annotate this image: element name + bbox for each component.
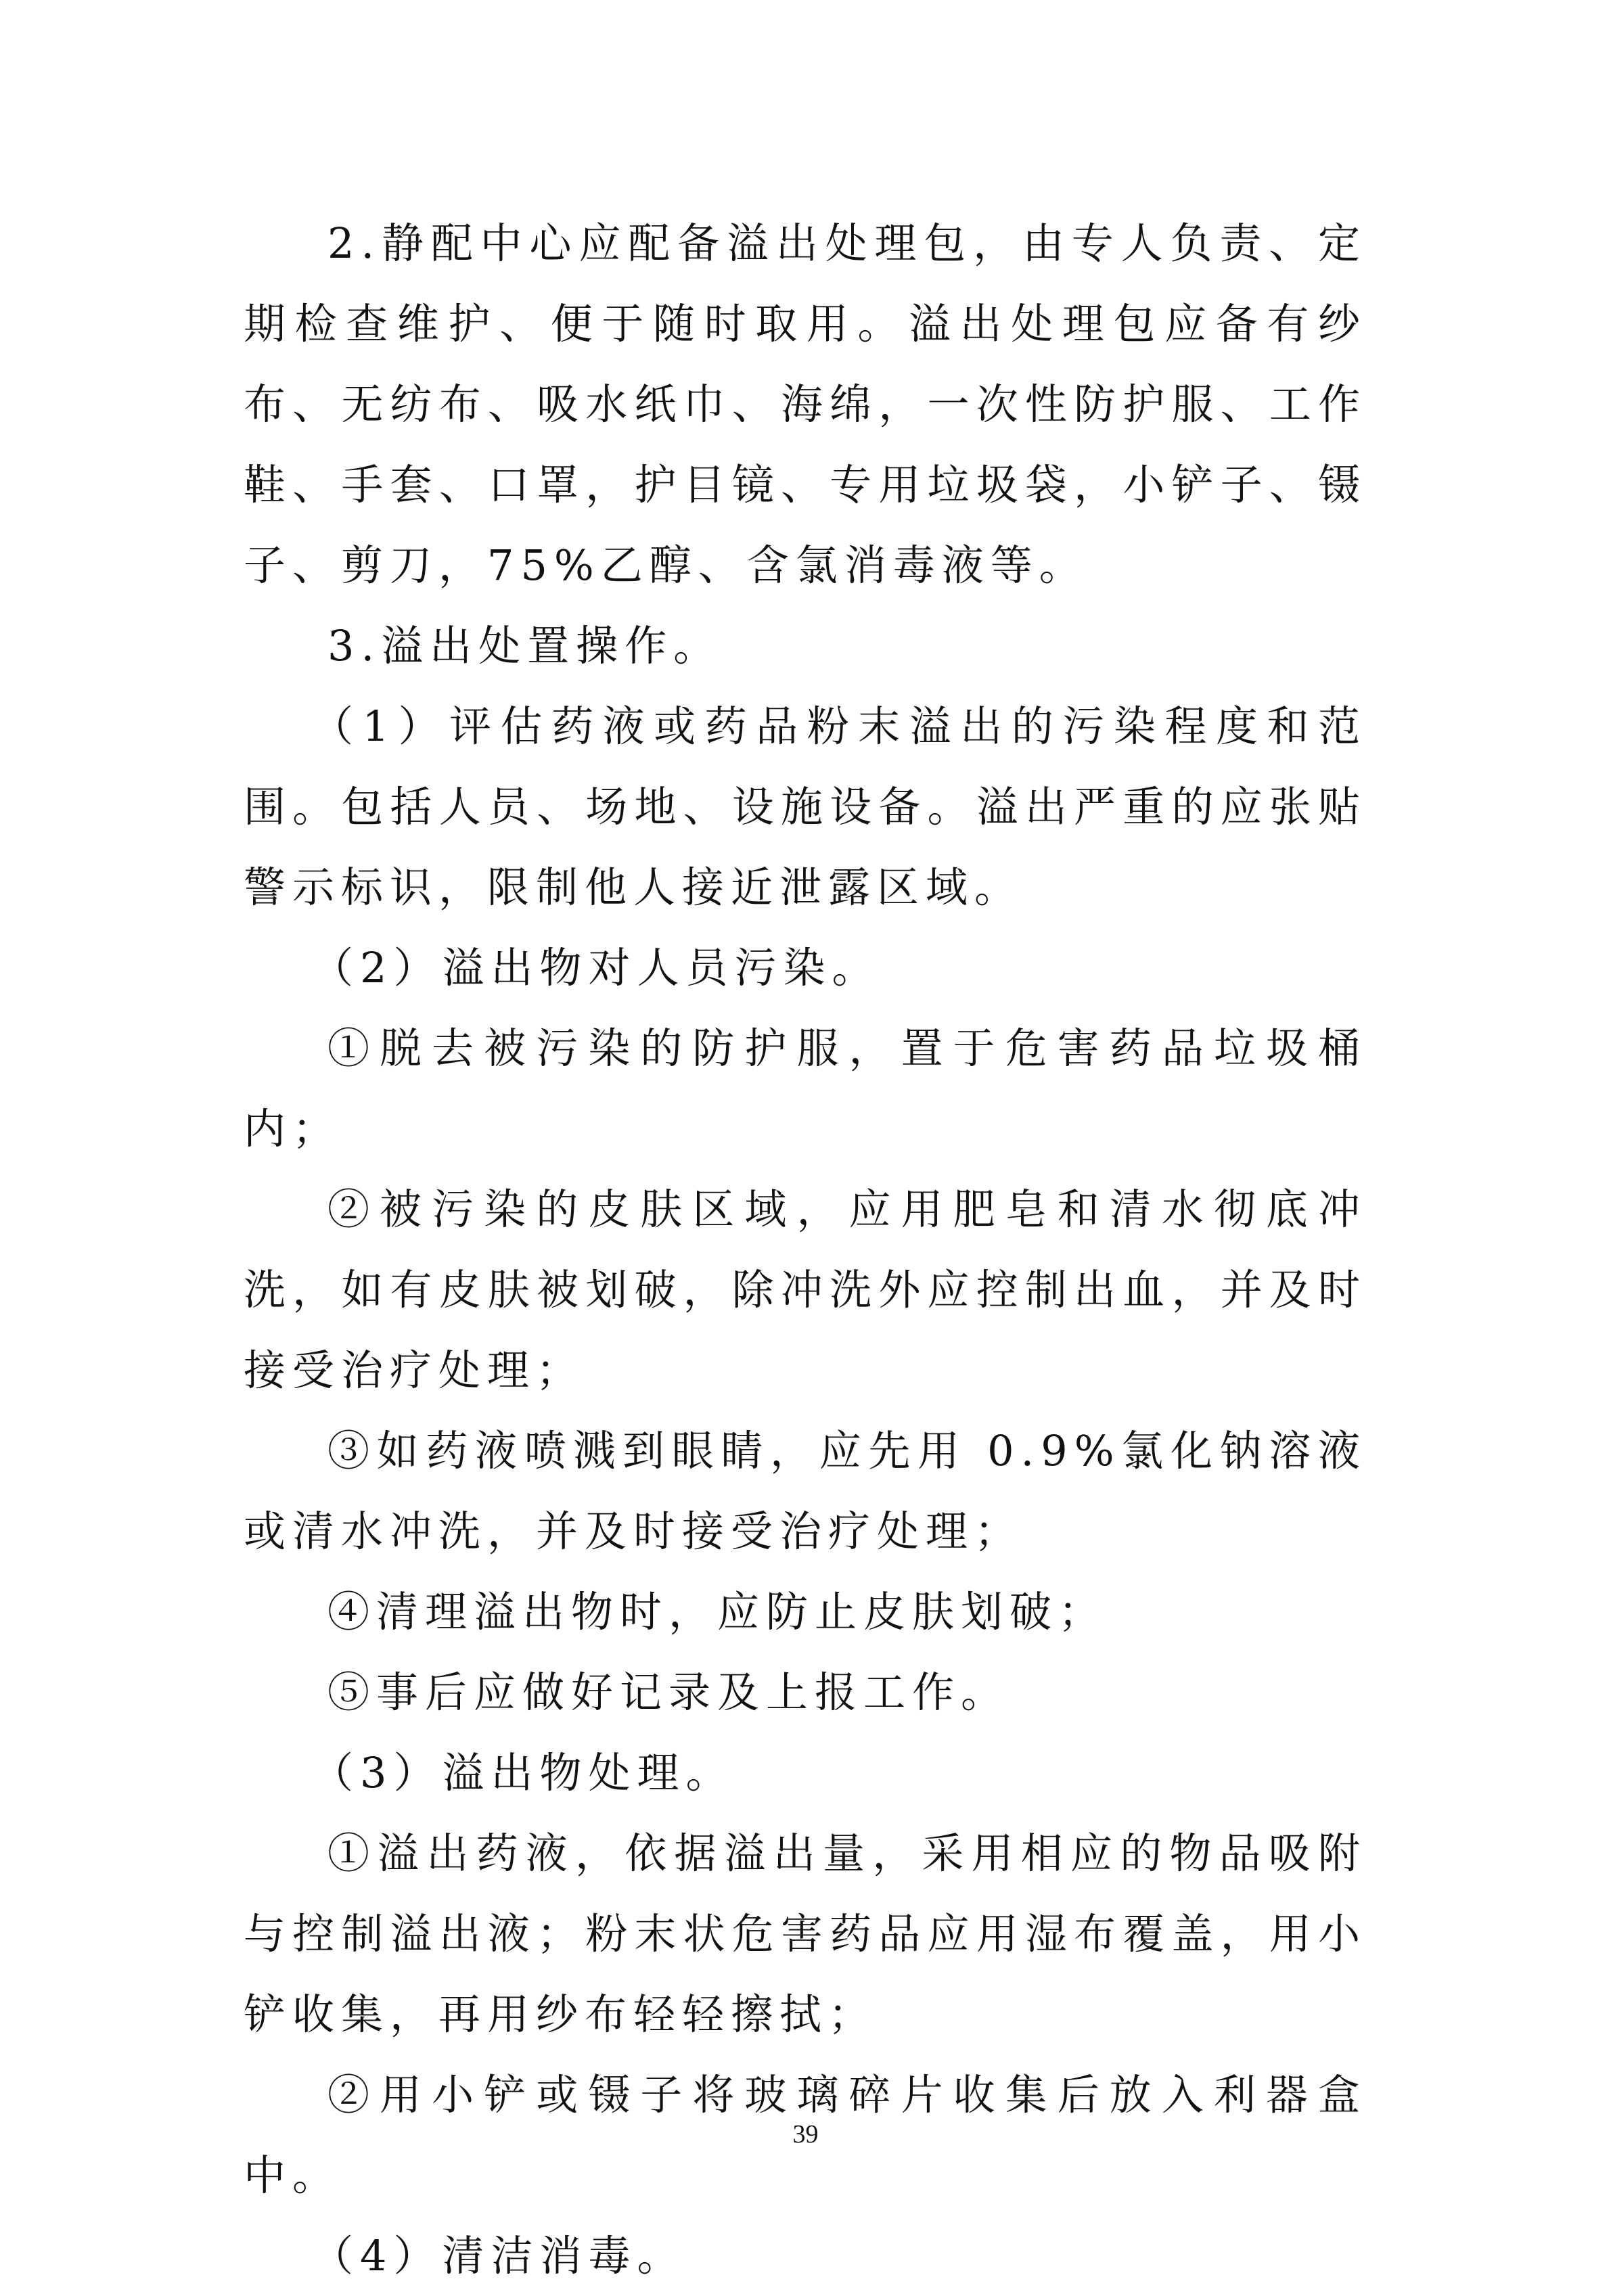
page-number: 39 — [792, 2120, 819, 2149]
list-item-skin-wash: ②被污染的皮肤区域，应用肥皂和清水彻底冲洗，如有皮肤被划破，除冲洗外应控制出血，并及时接受治疗处理； — [244, 1185, 1367, 1395]
list-item-remove-gown: ①脱去被污染的防护服，置于危害药品垃圾桶内； — [244, 1024, 1367, 1153]
body-text — [244, 203, 1367, 2296]
paragraph-spill-kit: 2.静配中心应配备溢出处理包，由专人负责、定期检查维护、便于随时取用。溢出处理包应备有纱布、无纺布、吸水纸巾、海绵，一次性防护服、工作鞋、手套、口罩，护目镜、专用垃圾袋，小铲子、镊子、剪刀，75%乙醇、含氯消毒液等。 — [244, 219, 1367, 590]
paragraph-assess-contamination: （1）评估药液或药品粉末溢出的污染程度和范围。包括人员、场地、设施设备。溢出严重的应张贴警示标识，限制他人接近泄露区域。 — [244, 702, 1367, 912]
paragraph-spill-operation-heading: 3.溢出处置操作。 — [327, 621, 723, 670]
list-item-prevent-cuts: ④清理溢出物时，应防止皮肤划破； — [327, 1587, 1108, 1636]
paragraph-spill-handling-heading: （3）溢出物处理。 — [311, 1748, 735, 1797]
list-item-record-report: ⑤事后应做好记录及上报工作。 — [327, 1668, 1010, 1717]
list-item-absorb-liquid: ①溢出药液，依据溢出量，采用相应的物品吸附与控制溢出液；粉末状危害药品应用湿布覆盖，用小铲收集，再用纱布轻轻擦拭； — [244, 1829, 1367, 2039]
list-item-eye-rinse: ③如药液喷溅到眼睛，应先用 0.9%氯化钠溶液或清水冲洗，并及时接受治疗处理； — [244, 1426, 1367, 1556]
list-item-collect-glass: ②用小铲或镊子将玻璃碎片收集后放入利器盒中。 — [244, 2070, 1367, 2200]
paragraph-personnel-contamination-heading: （2）溢出物对人员污染。 — [311, 943, 881, 992]
paragraph-cleaning-heading: （4）清洁消毒。 — [311, 2231, 686, 2280]
